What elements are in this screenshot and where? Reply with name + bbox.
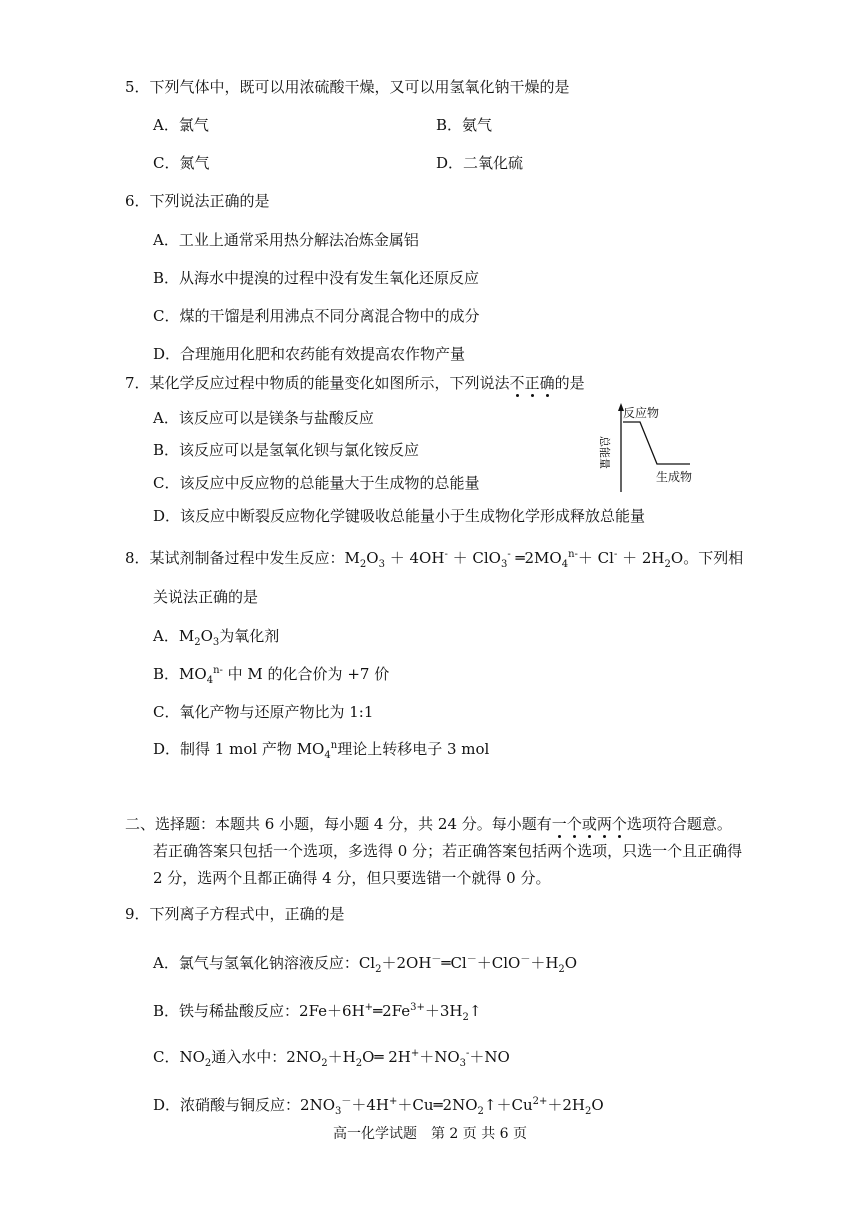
- subscript: 2: [355, 1058, 363, 1069]
- subscript: 2: [664, 559, 671, 570]
- subscript: 3: [212, 637, 220, 648]
- q8-stem: [125, 549, 744, 570]
- q9-option-c-text: 通入水中：2NO: [211, 1048, 322, 1066]
- subscript: 2: [477, 1106, 484, 1117]
- q9-option-b: [153, 1002, 482, 1023]
- emphasis-char: 一: [551, 815, 567, 833]
- q9-option-b-text: ↑: [468, 1002, 482, 1020]
- q8-option-a-text: A．M: [153, 627, 195, 645]
- q9-option-a-text: A．氯气与氢氧化钠溶液反应：Cl: [153, 954, 376, 972]
- superscript: n-: [213, 665, 223, 676]
- q8-option-d: [153, 740, 490, 761]
- q7-option-a: A．该反应可以是镁条与盐酸反应: [153, 409, 374, 427]
- superscript: －: [431, 954, 442, 965]
- section2-header: [125, 817, 732, 832]
- q8-option-a: [153, 627, 280, 648]
- q9-option-a-text: ═Cl: [441, 954, 467, 972]
- q9-option-c-text: ＋NO: [419, 1048, 460, 1066]
- q7-stem: [125, 376, 585, 391]
- y-axis-label: 总能量: [598, 436, 611, 469]
- superscript: -: [507, 549, 511, 560]
- q9-option-b-text: B．铁与稀盐酸反应：2Fe＋6H: [153, 1002, 365, 1020]
- subscript: 2: [359, 559, 367, 570]
- q9-option-d-text: ＋Cu═2NO: [397, 1096, 478, 1114]
- q9-option-a: [153, 954, 578, 975]
- superscript: +: [389, 1096, 398, 1107]
- q9-option-a-text: O: [564, 954, 578, 972]
- q8-option-d-text: D．制得 1 mol 产物 MO: [153, 740, 325, 758]
- superscript: 3+: [410, 1002, 425, 1013]
- q7-option-c: C．该反应中反应物的总能量大于生成物的总能量: [153, 474, 480, 492]
- section2-text: 选项符合题意。: [626, 815, 732, 833]
- energy-diagram: [596, 402, 706, 494]
- q8-option-d-text: 理论上转移电子 3 mol: [337, 740, 490, 758]
- superscript: -: [613, 549, 618, 560]
- q9-option-c: [153, 1048, 510, 1069]
- subscript: 4: [206, 675, 214, 686]
- product-label: 生成物: [656, 470, 693, 484]
- q5-option-c: C．氮气: [153, 154, 210, 172]
- subscript: 2: [204, 1058, 212, 1069]
- emphasis-char: 或: [581, 815, 597, 833]
- q8-stem-continued: 关说法正确的是: [153, 588, 259, 606]
- q5-stem: 5．下列气体中，既可以用浓硫酸干燥，又可以用氢氧化钠干燥的是: [125, 78, 570, 96]
- q8-option-a-text: 为氧化剂: [219, 627, 280, 645]
- q6-option-b: B．从海水中提溴的过程中没有发生氧化还原反应: [153, 269, 480, 287]
- q8-option-b: [153, 665, 390, 686]
- q9-option-d-text: ↑＋Cu: [483, 1096, 533, 1114]
- superscript: -: [466, 1048, 470, 1059]
- q9-option-c-text: ＋H: [327, 1048, 356, 1066]
- superscript: +: [410, 1048, 420, 1059]
- superscript: 2+: [532, 1096, 548, 1107]
- emphasis-char: 个: [566, 815, 582, 833]
- page-footer: 高一化学试题 第 2 页 共 6 页: [332, 1126, 528, 1142]
- superscript: －: [520, 954, 531, 965]
- q7-stem-text: 7．某化学反应过程中物质的能量变化如图所示，下列说法: [125, 374, 510, 392]
- q8-option-b-text: 中 M 的化合价为 +7 价: [222, 665, 390, 683]
- superscript: n-: [568, 549, 578, 560]
- q9-option-d-text: O: [591, 1096, 604, 1114]
- q5-option-b: B．氨气: [436, 116, 493, 134]
- emphasis-char: 正: [524, 374, 540, 392]
- q8-stem-text: O: [366, 549, 379, 567]
- q7-stem-end: 的是: [554, 374, 585, 392]
- subscript: 2: [321, 1058, 328, 1069]
- q7-option-d: D．该反应中断裂反应物化学键吸收总能量小于生成物化学形成释放总能量: [153, 507, 646, 525]
- q9-option-d-text: ＋4H: [351, 1096, 389, 1114]
- q8-option-a-text: O: [200, 627, 213, 645]
- subscript: 3: [459, 1058, 467, 1069]
- emphasis-char: 确: [539, 374, 555, 392]
- q9-option-a-text: ＋H: [530, 954, 559, 972]
- subscript: 2: [375, 964, 382, 975]
- q8-option-b-text: B．MO: [153, 665, 207, 683]
- q9-stem: 9．下列离子方程式中，正确的是: [125, 905, 345, 923]
- section2-text: 二、选择题：本题共 6 小题，每小题 4 分，共 24 分。每小题有: [125, 815, 552, 833]
- q9-option-b-text: ＋3H: [424, 1002, 463, 1020]
- subscript: 2: [462, 1012, 469, 1023]
- q7-option-b: B．该反应可以是氢氧化钡与氯化铵反应: [153, 441, 420, 459]
- subscript: 3: [378, 559, 385, 570]
- q6-option-a: A．工业上通常采用热分解法冶炼金属铝: [153, 231, 419, 249]
- q9-option-d-text: D．浓硝酸与铜反应：2NO: [153, 1096, 335, 1114]
- superscript: n: [330, 740, 338, 751]
- q8-stem-text: ＋ ClO: [447, 549, 501, 567]
- q6-option-c: C．煤的干馏是利用沸点不同分离混合物中的成分: [153, 307, 480, 325]
- subscript: 4: [324, 750, 331, 761]
- q9-option-d: [153, 1096, 604, 1117]
- q5-option-a: A．氯气: [153, 116, 209, 134]
- q8-stem-text: ＋ 2H: [617, 549, 665, 567]
- q8-stem-text: 8．某试剂制备过程中发生反应：M: [125, 549, 360, 567]
- emphasis-char: 不: [509, 374, 525, 392]
- superscript: +: [364, 1002, 374, 1013]
- energy-curve: [623, 422, 690, 464]
- q9-option-a-text: ＋2OH: [381, 954, 432, 972]
- subscript: 2: [194, 637, 201, 648]
- q5-option-d: D．二氧化硫: [436, 154, 524, 172]
- section2-instructions-line3: 2 分，选两个且都正确得 4 分，但只要选错一个就得 0 分。: [153, 869, 551, 887]
- q8-stem-text: ＋ 4OH: [384, 549, 445, 567]
- emphasis-char: 个: [611, 815, 627, 833]
- subscript: 4: [561, 559, 569, 570]
- q9-option-a-text: ＋ClO: [476, 954, 521, 972]
- subscript: 3: [500, 559, 508, 570]
- reactant-label: 反应物: [623, 406, 660, 420]
- emphasis-char: 两: [596, 815, 612, 833]
- q9-option-c-text: O═ 2H: [362, 1048, 411, 1066]
- q6-stem: 6．下列说法正确的是: [125, 192, 270, 210]
- q6-option-d: D．合理施用化肥和农药能有效提高农作物产量: [153, 345, 466, 363]
- q9-option-d-text: ＋2H: [547, 1096, 585, 1114]
- subscript: 2: [558, 964, 565, 975]
- q8-option-c: C．氧化产物与还原产物比为 1:1: [153, 703, 374, 721]
- superscript: －: [341, 1096, 352, 1107]
- subscript: 2: [585, 1106, 592, 1117]
- q9-option-c-text: C．NO: [153, 1048, 205, 1066]
- subscript: 3: [335, 1106, 342, 1117]
- section2-instructions-line2: 若正确答案只包括一个选项，多选得 0 分；若正确答案包括两个选项，只选一个且正确得: [153, 842, 743, 860]
- q9-option-c-text: ＋NO: [469, 1048, 510, 1066]
- superscript: -: [444, 549, 448, 560]
- q9-option-b-text: ═2Fe: [373, 1002, 411, 1020]
- superscript: －: [466, 954, 477, 965]
- q8-stem-text: O。下列相: [670, 549, 744, 567]
- q8-stem-text: ═2MO: [510, 549, 562, 567]
- q8-stem-text: ＋ Cl: [577, 549, 614, 567]
